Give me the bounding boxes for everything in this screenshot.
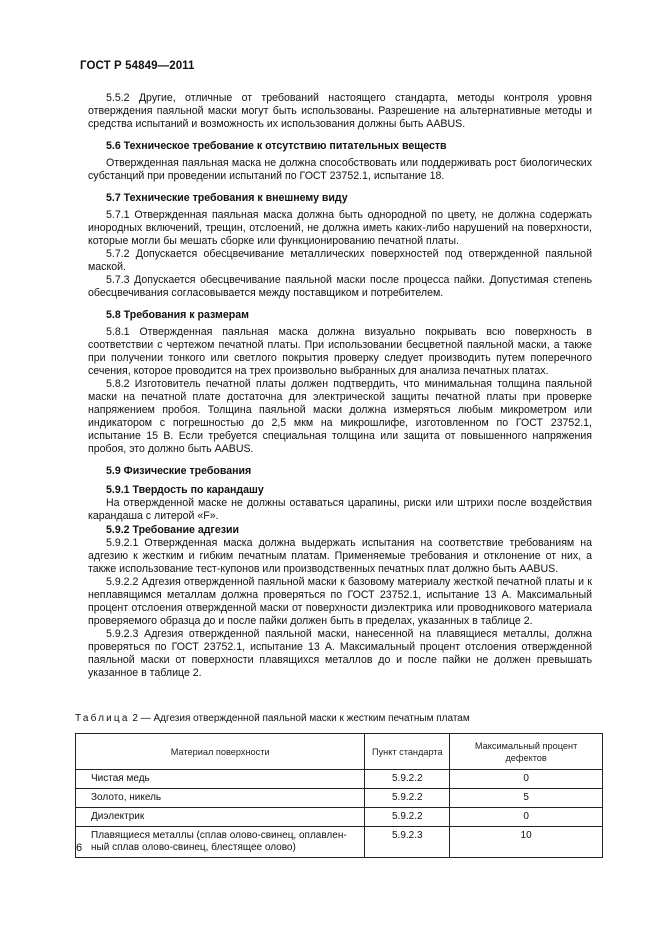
cell-clause: 5.9.2.2 (365, 789, 450, 808)
table-row (76, 827, 603, 858)
table-row (76, 789, 603, 808)
paragraph-5-6: Отвержденная паяльная маска не должна способствовать или поддерживать рост биологических субстанций при проведении испытаний по ГОСТ 23752.1, испытание 18. (88, 157, 592, 182)
table-header-row (76, 734, 603, 770)
adhesion-table (75, 733, 603, 858)
document-body (88, 92, 592, 680)
paragraph-5-7-2: 5.7.2 Допускается обесцвечивание металлических поверхностей под отвержденной паяльной маской. (88, 248, 592, 273)
paragraph-5-9-2-2: 5.9.2.2 Адгезия отвержденной паяльной маски к базовому материалу жесткой печатной платы и к неплавящимся металлам должна проверяться по ГОСТ 23752.1, испытание 13 А. Максимальный процент отслоения отвержденной маски от поверхности диэлектрика или проводникового материала проверяемого образца до и после пайки должен быть в пределах, указанных в таблице 2. (88, 576, 592, 627)
cell-max-defects: 10 (450, 827, 603, 858)
heading-5-9: 5.9 Физические требования (106, 465, 252, 477)
table-row (76, 770, 603, 789)
heading-5-8: 5.8 Требования к размерам (106, 309, 249, 321)
heading-5-6: 5.6 Техническое требование к отсутствию питательных веществ (106, 140, 447, 152)
heading-5-9-1: 5.9.1 Твердость по карандашу (106, 484, 264, 496)
table-caption-label: Таблица (75, 713, 130, 724)
table-caption (75, 713, 605, 725)
cell-max-defects: 0 (450, 808, 603, 827)
cell-material: Золото, никель (76, 789, 365, 808)
paragraph-5-9-2-1: 5.9.2.1 Отвержденная маска должна выдержать испытания на соответствие требованиям на адгезию к жестким и гибким печатным платам. Применяемые требования и отклонение от них, а также использование тест-купонов или производственных печатных плат должно быть AABUS. (88, 537, 592, 575)
column-header-max-defects: Максимальный процент дефектов (450, 734, 603, 770)
paragraph-5-5-2: 5.5.2 Другие, отличные от требований настоящего стандарта, методы контроля уровня отверждения паяльной маски могут быть использованы. Разрешение на альтернативные методы и средства испытаний и возможность их использования должны быть AABUS. (88, 92, 592, 130)
page-number: 6 (76, 842, 83, 854)
cell-material: Диэлектрик (76, 808, 365, 827)
document-header: ГОСТ Р 54849—2011 (80, 60, 195, 72)
cell-clause: 5.9.2.2 (365, 770, 450, 789)
column-header-clause: Пункт стандарта (365, 734, 450, 770)
paragraph-5-8-1: 5.8.1 Отвержденная паяльная маска должна визуально покрывать всю поверхность в соответствии с чертежом печатной платы. При использовании бесцветной паяльной маски, а также при получении тонкого или светлого покрытия проверку следует производить путем поперечного сечения, которое проводится на трех произвольно выбранных для анализа печатных платах. (88, 326, 592, 377)
cell-max-defects: 0 (450, 770, 603, 789)
cell-max-defects: 5 (450, 789, 603, 808)
cell-material (76, 827, 365, 858)
paragraph-5-7-3: 5.7.3 Допускается обесцвечивание паяльной маски после процесса пайки. Допустимая степень обесцвечивания согласовывается между поставщиком и потребителем. (88, 274, 592, 299)
cell-clause: 5.9.2.2 (365, 808, 450, 827)
cell-material-line: ный сплав олово-свинец, блестящее олово) (91, 842, 296, 853)
table-caption-text: 2 — Адгезия отвержденной паяльной маски к жестким печатным платам (132, 713, 470, 724)
paragraph-5-9-2-3: 5.9.2.3 Адгезия отвержденной паяльной маски, нанесенной на плавящиеся металлы, должна проверяться по ГОСТ 23752.1, испытание 13 А. Максимальный процент отслоения отвержденной паяльной маски от поверхности плавящихся металлов до и после пайки не должен превышать указанное в таблице 2. (88, 628, 592, 679)
column-header-material: Материал поверхности (76, 734, 365, 770)
cell-material-line: Плавящиеся металлы (сплав олово-свинец, оплавлен- (91, 830, 347, 841)
heading-5-9-2: 5.9.2 Требование адгезии (106, 524, 240, 536)
table-row (76, 808, 603, 827)
paragraph-5-8-2: 5.8.2 Изготовитель печатной платы должен подтвердить, что минимальная толщина паяльной маски на печатной плате достаточна для электрической защиты печатной платы при проверке напряжением пробоя. Толщина паяльной маски должна измеряться любым микрометром или индикатором с погрешностью до 2,5 мкм на микрошлифе, изготовленном по ГОСТ 23752.1, испытание 15 В. Если требуется специальная толщина или защита от повышенного напряжения пробоя, это должно быть AABUS. (88, 378, 592, 455)
paragraph-5-9-1: На отвержденной маске не должны оставаться царапины, риски или штрихи после воздействия карандаша с литерой «F». (88, 497, 592, 522)
heading-5-7: 5.7 Технические требования к внешнему виду (106, 192, 348, 204)
paragraph-5-7-1: 5.7.1 Отвержденная паяльная маска должна быть однородной по цвету, не должна содержать инородных включений, трещин, отслоений, не должна иметь каких-либо нарушений на поверхности, которые могли бы мешать сборке или функционированию печатной платы. (88, 209, 592, 247)
cell-clause: 5.9.2.3 (365, 827, 450, 858)
cell-material: Чистая медь (76, 770, 365, 789)
